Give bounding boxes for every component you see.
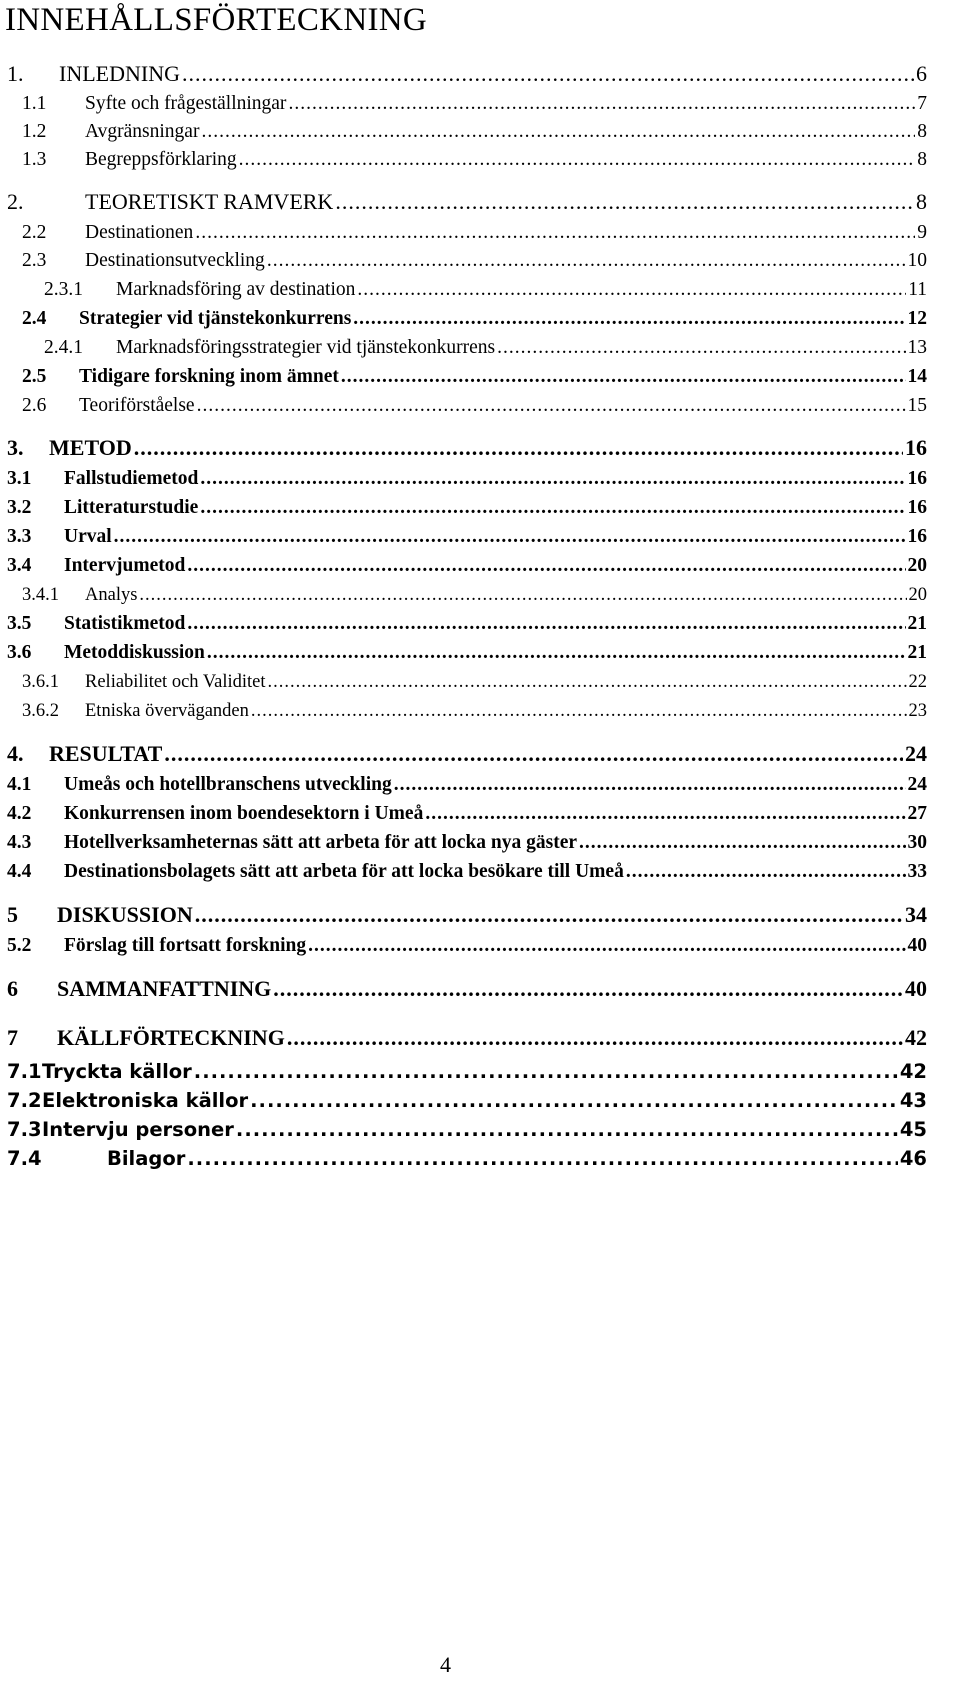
toc-entry-number: 5.2 [7,935,32,956]
toc-entry-1-1[interactable] [22,93,927,115]
page-number: 4 [440,1652,451,1677]
toc-leader [187,613,905,635]
toc-entry-page: 22 [908,672,927,692]
toc-leader [197,395,906,417]
toc-entry-page: 7 [917,93,927,114]
toc-entry-page: 20 [908,585,927,605]
toc-entry-label: INLEDNING [59,61,180,86]
toc-entry-label: Bilagor [107,1147,186,1170]
toc-entry-label: Intervju personer [42,1118,234,1141]
toc-leader [201,121,915,143]
toc-entry-2-4[interactable] [22,308,927,330]
toc-entry-number: 3.2 [7,497,32,518]
toc-entry-label: KÄLLFÖRTECKNING [57,1025,285,1050]
toc-entry-page: 46 [899,1147,927,1170]
toc-entry-number: 3.6 [7,642,32,663]
toc-entry-4-2[interactable] [7,803,927,825]
toc-entry-page: 12 [907,308,927,329]
toc-entry-number: 3.6.1 [22,672,59,692]
toc-entry-number: 6 [7,976,18,1001]
toc-entry-label: TEORETISKT RAMVERK [85,189,334,214]
toc-leader [579,832,905,854]
toc-entry-1[interactable] [7,61,927,87]
toc-leader [273,976,903,1002]
toc-entry-3-6[interactable] [7,642,927,664]
toc-leader [287,1025,903,1051]
toc-entry-label: Hotellverksamheternas sätt att arbeta för att locka nya gäster [64,832,578,853]
toc-entry-page: 8 [917,121,927,142]
toc-entry-3-4[interactable] [7,555,927,577]
toc-entry-label: Destinationen [85,222,194,243]
toc-leader [267,250,906,272]
toc-entry-number: 3.4.1 [22,585,59,605]
toc-entry-page: 20 [907,555,927,576]
toc-entry-page: 45 [899,1118,927,1141]
toc-entry-number: 3.4 [7,555,32,576]
toc-entry-page: 40 [907,935,927,956]
toc-entry-label: Konkurrensen inom boendesektorn i Umeå [64,803,424,824]
toc-leader [182,61,914,87]
toc-leader [187,1147,897,1170]
toc-entry-page: 24 [907,774,927,795]
toc-entry-5[interactable] [7,902,927,928]
toc-leader [357,279,906,301]
toc-entry-page: 30 [907,832,927,853]
toc-entry-label: Marknadsföringsstrategier vid tjänstekonkurrens [116,337,496,358]
toc-entry-label: Statistikmetod [64,613,186,634]
toc-leader [134,435,903,461]
toc-entry-2-2[interactable] [22,222,927,244]
toc-leader [139,585,906,606]
toc-entry-4[interactable] [7,741,927,767]
toc-entry-number: 2.2 [22,222,47,243]
toc-leader [335,189,914,215]
toc-leader [250,1089,898,1112]
toc-entry-4-3[interactable] [7,832,927,854]
toc-entry-label: Strategier vid tjänstekonkurrens [79,308,352,329]
toc-entry-label: RESULTAT [49,741,163,766]
toc-entry-number: 4. [7,741,24,766]
toc-entry-number: 7.4 [7,1147,42,1170]
toc-entry-2-4-1[interactable] [44,337,927,359]
toc-leader [187,555,905,577]
toc-entry-7-3[interactable] [7,1118,927,1141]
toc-entry-page: 42 [899,1060,927,1083]
toc-entry-page: 10 [907,250,927,271]
toc-entry-3-5[interactable] [7,613,927,635]
toc-leader [195,902,903,928]
toc-entry-2[interactable] [7,189,927,215]
toc-leader [200,468,905,490]
toc-entry-2-5[interactable] [22,366,927,388]
toc-entry-3-4-1[interactable] [22,585,927,606]
toc-entry-number: 7 [7,1025,18,1050]
toc-entry-2-3[interactable] [22,250,927,272]
toc-entry-page: 16 [907,526,927,547]
toc-leader [626,861,906,883]
toc-entry-page: 34 [905,902,927,927]
toc-entry-7-1[interactable] [7,1060,927,1083]
toc-entry-page: 13 [907,337,927,358]
toc-entry-page: 6 [916,61,927,86]
toc-entry-7-2[interactable] [7,1089,927,1112]
toc-entry-number: 3.3 [7,526,32,547]
toc-entry-page: 15 [907,395,927,416]
toc-leader [394,774,906,796]
toc-entry-number: 1.2 [22,121,47,142]
toc-entry-number: 3.5 [7,613,32,634]
toc-leader [425,803,905,825]
toc-entry-label: Avgränsningar [85,121,200,142]
toc-leader [164,741,903,767]
toc-entry-6[interactable] [7,976,927,1002]
toc-entry-label: Reliabilitet och Validitet [85,672,266,692]
toc-entry-label: Begreppsförklaring [85,149,237,170]
toc-entry-page: 16 [907,497,927,518]
toc-entry-label: Fallstudiemetod [64,468,199,489]
toc-entry-number: 4.1 [7,774,32,795]
toc-entry-5-2[interactable] [7,935,927,957]
toc-leader [200,497,905,519]
toc-entry-number: 4.4 [7,861,32,882]
toc-entry-label: Förslag till fortsatt forskning [64,935,307,956]
toc-entry-4-4[interactable] [7,861,927,883]
toc-entry-number: 1. [7,61,24,86]
toc-entry-3-1[interactable] [7,468,927,490]
toc-leader [353,308,905,330]
toc-leader [341,366,906,388]
toc-leader [251,701,907,722]
toc-entry-page: 16 [905,435,927,460]
toc-entry-page: 11 [908,279,927,300]
toc-entry-number: 7.2 [7,1089,42,1112]
toc-entry-label: Tryckta källor [42,1060,192,1083]
toc-entry-label: METOD [49,435,132,460]
toc-entry-label: SAMMANFATTNING [57,976,272,1001]
toc-entry-number: 2.3 [22,250,47,271]
toc-leader [195,222,915,244]
toc-entry-number: 7.1 [7,1060,42,1083]
toc-entry-label: Destinationsutveckling [85,250,265,271]
toc-entry-number: 7.3 [7,1118,42,1141]
toc-entry-number: 3. [7,435,24,460]
toc-entry-label: Teoriförståelse [79,395,195,416]
toc-entry-1-3[interactable] [22,149,927,171]
toc-entry-label: Intervjumetod [64,555,186,576]
toc-leader [207,642,906,664]
toc-entry-number: 2.4.1 [44,337,83,358]
toc-title: INNEHÅLLSFÖRTECKNING [5,2,427,38]
toc-leader [308,935,905,957]
toc-entry-number: 1.3 [22,149,47,170]
toc-entry-2-6[interactable] [22,395,927,417]
toc-entry-1-2[interactable] [22,121,927,143]
toc-entry-number: 3.1 [7,468,32,489]
toc-entry-7-4[interactable] [7,1147,927,1170]
toc-entry-page: 27 [907,803,927,824]
toc-entry-7[interactable] [7,1025,927,1051]
toc-entry-page: 23 [908,701,927,721]
toc-entry-page: 24 [905,741,927,766]
toc-entry-page: 14 [907,366,927,387]
toc-entry-3-3[interactable] [7,526,927,548]
toc-entry-label: Elektroniska källor [42,1089,249,1112]
toc-entry-number: 4.3 [7,832,32,853]
toc-entry-page: 21 [907,642,927,663]
toc-leader [239,149,916,171]
toc-entry-label: Etniska överväganden [85,701,249,721]
toc-entry-label: Metoddiskussion [64,642,205,663]
toc-entry-2-3-1[interactable] [44,279,927,301]
toc-entry-number: 4.2 [7,803,32,824]
toc-entry-label: Analys [85,585,138,605]
toc-leader [288,93,915,115]
toc-entry-label: Urval [64,526,112,547]
toc-leader [114,526,906,548]
toc-entry-label: Tidigare forskning inom ämnet [79,366,339,387]
toc-entry-page: 43 [899,1089,927,1112]
toc-leader [194,1060,898,1083]
toc-leader [497,337,905,359]
toc-entry-number: 2.3.1 [44,279,83,300]
toc-entry-label: Syfte och frågeställningar [85,93,287,114]
toc-entry-page: 21 [907,613,927,634]
toc-entry-number: 2.5 [22,366,47,387]
toc-entry-4-1[interactable] [7,774,927,796]
toc-entry-number: 3.6.2 [22,701,59,721]
toc-entry-page: 40 [905,976,927,1001]
toc-entry-3-6-2[interactable] [22,701,927,722]
toc-entry-page: 42 [905,1025,927,1050]
toc-entry-page: 9 [917,222,927,243]
toc-entry-number: 2. [7,189,24,214]
toc-leader [236,1118,898,1141]
toc-entry-label: DISKUSSION [57,902,193,927]
toc-entry-number: 1.1 [22,93,47,114]
toc-entry-number: 2.6 [22,395,47,416]
toc-entry-page: 8 [916,189,927,214]
toc-entry-number: 5 [7,902,18,927]
toc-entry-label: Umeås och hotellbranschens utveckling [64,774,392,795]
toc-entry-label: Litteraturstudie [64,497,199,518]
toc-leader [268,672,907,693]
toc-entry-3-2[interactable] [7,497,927,519]
toc-entry-page: 8 [917,149,927,170]
toc-entry-page: 16 [907,468,927,489]
toc-entry-3-6-1[interactable] [22,672,927,693]
toc-entry-number: 2.4 [22,308,47,329]
toc-entry-label: Marknadsföring av destination [116,279,356,300]
toc-entry-page: 33 [907,861,927,882]
toc-entry-label: Destinationsbolagets sätt att arbeta för att locka besökare till Umeå [64,861,624,882]
toc-entry-3[interactable] [7,435,927,461]
